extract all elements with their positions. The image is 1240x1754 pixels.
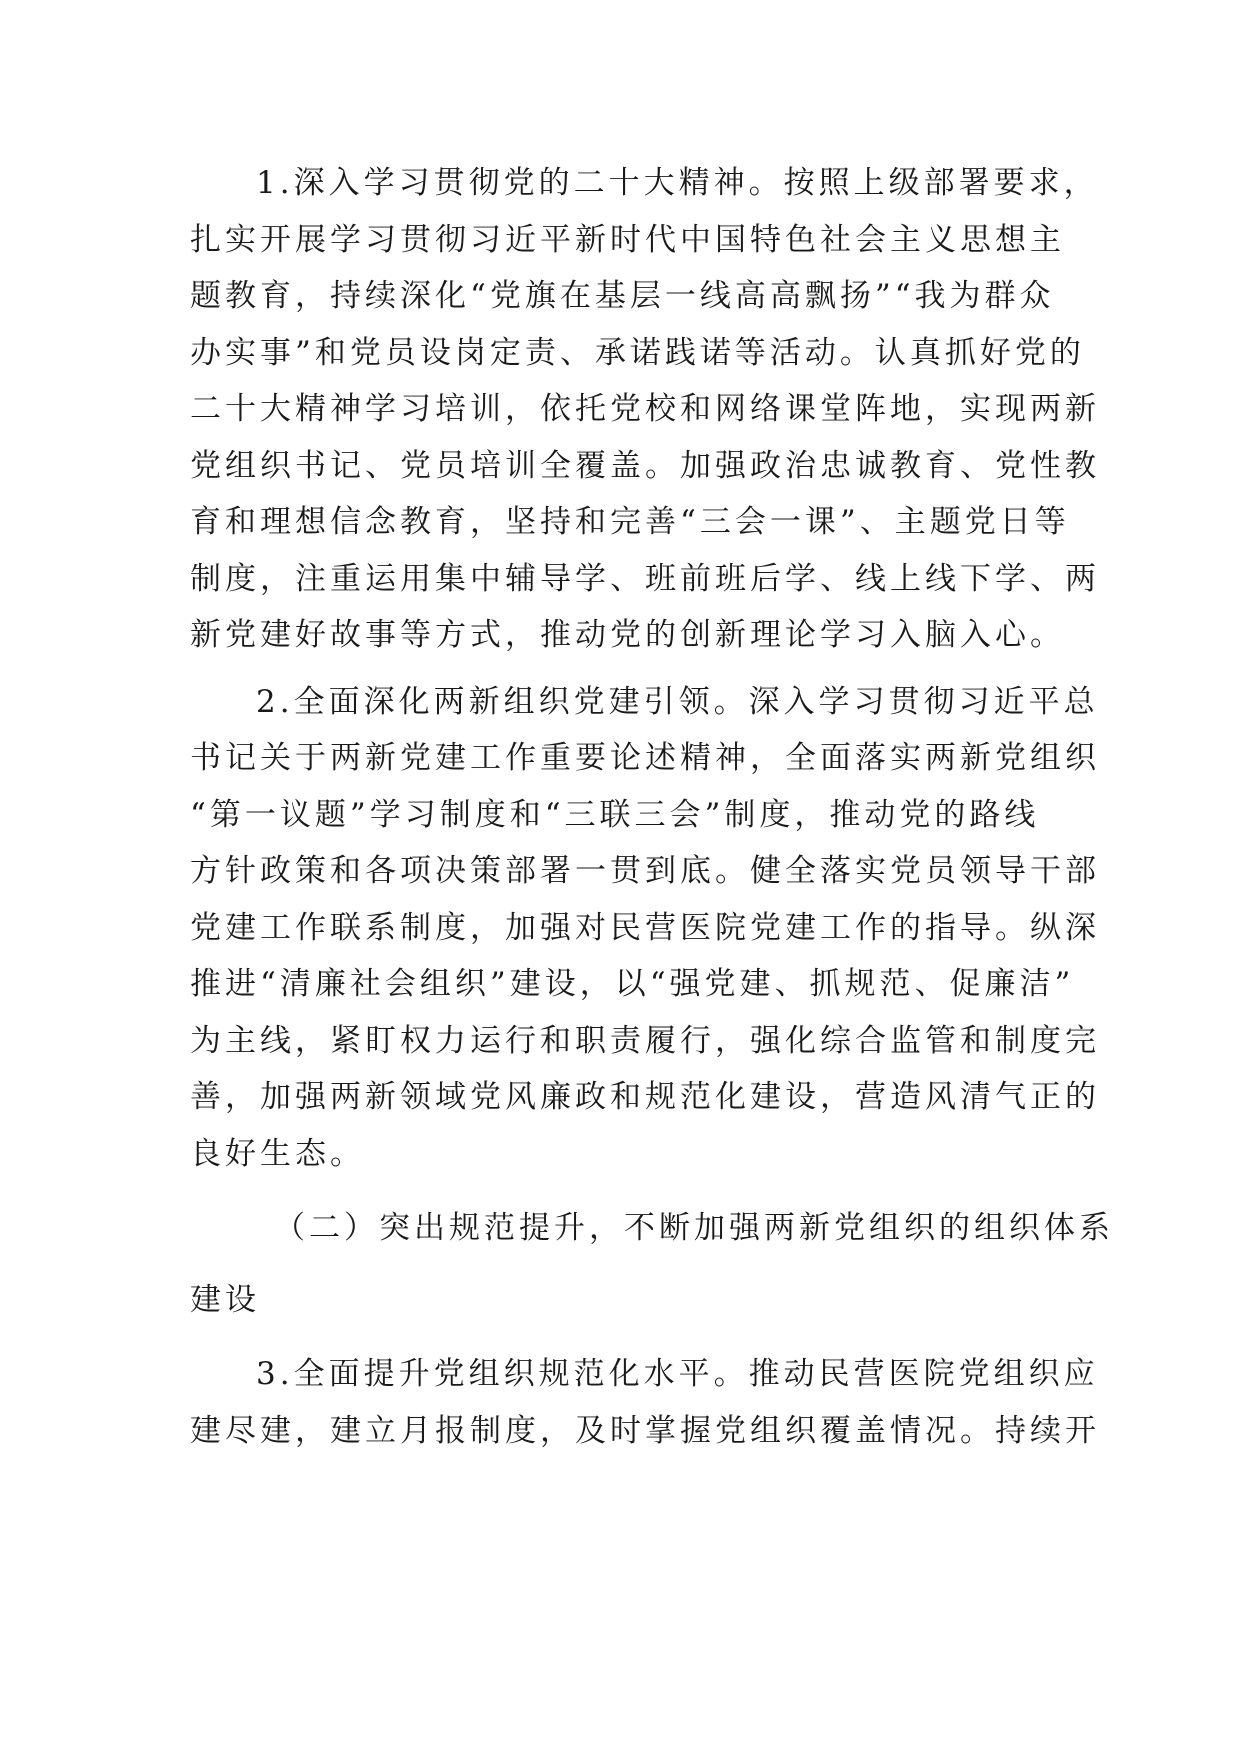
paragraph-1-line: 办实事”和党员设岗定责、承诺践诺等活动。认真抓好党的	[190, 334, 1085, 371]
paragraph-2	[190, 674, 1100, 1183]
paragraph-2-line: 党建工作联系制度，加强对民营医院党建工作的指导。纵深	[190, 909, 1100, 946]
paragraph-1-line: 制度，注重运用集中辅导学、班前班后学、线上线下学、两	[190, 560, 1100, 597]
paragraph-2-line: 善，加强两新领域党风廉政和规范化建设，营造风清气正的	[190, 1079, 1100, 1115]
paragraph-1-line: 新党建好故事等方式，推动党的创新理论学习入脑入心。	[190, 617, 1065, 653]
paragraph-3-line: 3.全面提升党组织规范化水平。推动民营医院党组织应	[256, 1356, 1099, 1392]
section-heading-line: 建设	[190, 1282, 260, 1318]
paragraph-2-line: 推进“清廉社会组织”建设，以“强党建、抓规范、促廉洁”	[190, 966, 1075, 1002]
paragraph-1-line: 题教育，持续深化“党旗在基层一线高高飘扬”“我为群众	[190, 278, 1055, 314]
paragraph-2-line: 书记关于两新党建工作重要论述精神，全面落实两新党组织	[190, 740, 1100, 776]
paragraph-3	[190, 1346, 1100, 1459]
section-heading	[190, 1192, 1114, 1336]
paragraph-1-line: 二十大精神学习培训，依托党校和网络课堂阵地，实现两新	[190, 391, 1100, 427]
paragraph-2-line: 2.全面深化两新组织党建引领。深入学习贯彻习近平总	[256, 683, 1099, 720]
paragraph-2-line: 为主线，紧盯权力运行和职责履行，强化综合监管和制度完	[190, 1022, 1100, 1059]
paragraph-1-line: 育和理想信念教育，坚持和完善“三会一课”、主题党日等	[190, 504, 1070, 540]
paragraph-3-line: 建尽建，建立月报制度，及时掌握党组织覆盖情况。持续开	[190, 1412, 1100, 1449]
paragraph-2-line: 良好生态。	[190, 1135, 365, 1172]
paragraph-2-line: “第一议题”学习制度和“三联三会”制度，推动党的路线	[190, 796, 1040, 833]
paragraph-1-line: 扎实开展学习贯彻习近平新时代中国特色社会主义思想主	[190, 221, 1065, 258]
paragraph-1	[190, 155, 1100, 664]
section-heading-line: （二）突出规范提升，不断加强两新党组织的组织体系	[274, 1210, 1114, 1246]
paragraph-1-line: 党组织书记、党员培训全覆盖。加强政治忠诚教育、党性教	[190, 447, 1100, 484]
paragraph-1-line: 1.深入学习贯彻党的二十大精神。按照上级部署要求，	[256, 165, 1099, 201]
document-body	[190, 155, 1114, 1469]
paragraph-2-line: 方针政策和各项决策部署一贯到底。健全落实党员领导干部	[190, 853, 1100, 889]
